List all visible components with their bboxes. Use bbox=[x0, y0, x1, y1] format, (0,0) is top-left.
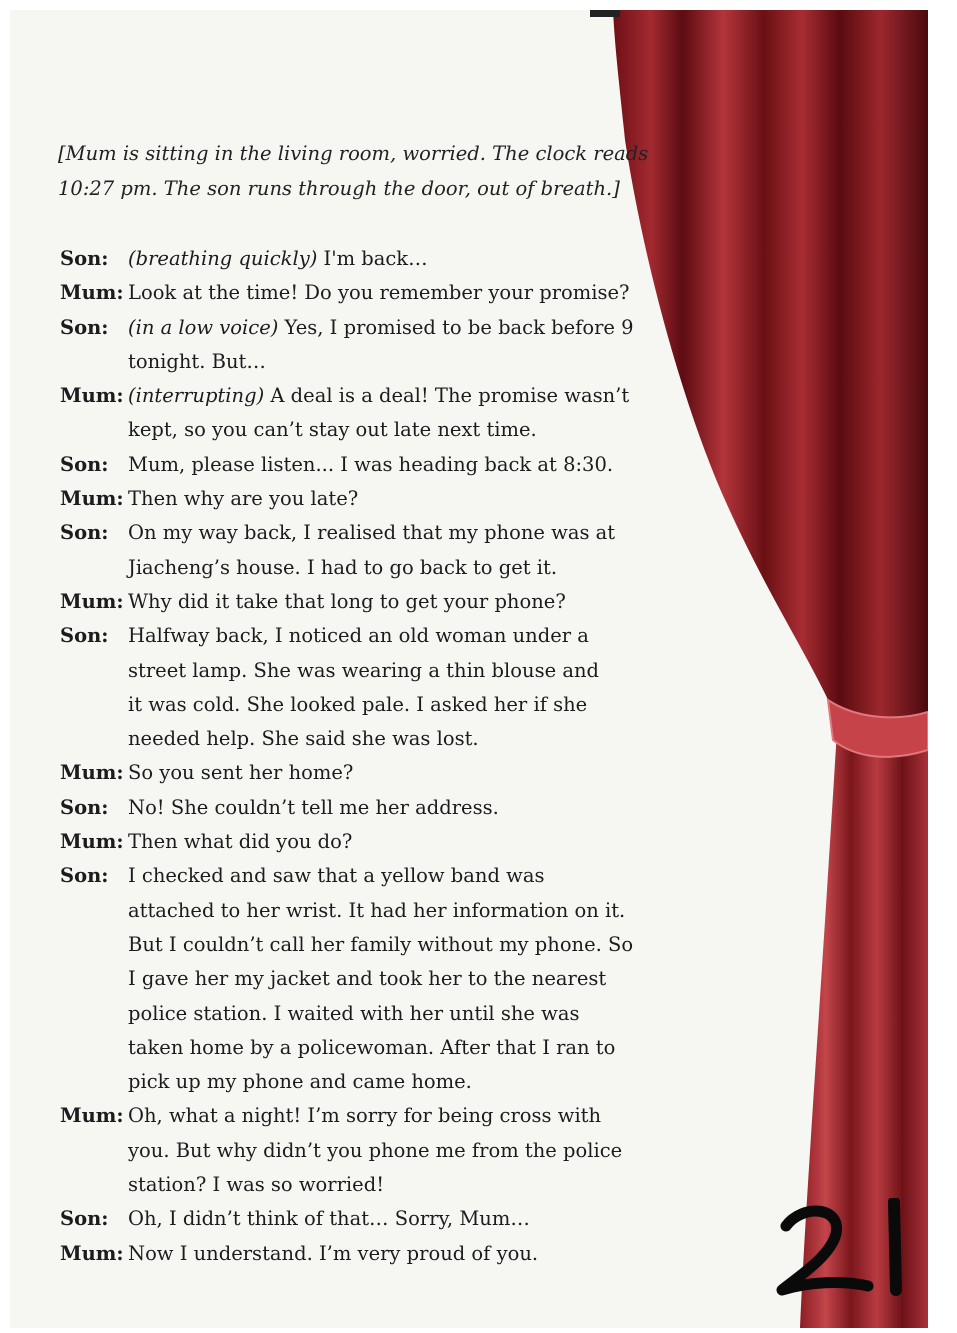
speaker-label: Mum: bbox=[60, 281, 124, 305]
stage-direction-line: 10:27 pm. The son runs through the door, out of breath.] bbox=[58, 177, 620, 200]
stage-note: (breathing quickly) bbox=[128, 247, 318, 270]
dialogue-turn bbox=[60, 791, 640, 825]
speech bbox=[128, 276, 630, 310]
speech-line: Mum, please listen... I was heading back at 8:30. bbox=[128, 452, 614, 476]
dialogue-turn bbox=[60, 516, 640, 585]
speech bbox=[128, 516, 615, 585]
speaker-label: Son: bbox=[60, 1207, 109, 1231]
speech bbox=[128, 619, 599, 756]
speech-line: kept, so you can’t stay out late next time. bbox=[128, 418, 537, 442]
speech-line: Look at the time! Do you remember your promise? bbox=[128, 281, 630, 305]
speech bbox=[128, 311, 634, 380]
speech-line: But I couldn’t call her family without my phone. So bbox=[128, 932, 634, 956]
dialogue-turn bbox=[60, 482, 640, 516]
speech-line: it was cold. She looked pale. I asked her if she bbox=[128, 692, 588, 716]
dialogue-turn bbox=[60, 859, 640, 1099]
speech bbox=[128, 1237, 538, 1271]
speaker-label: Son: bbox=[60, 452, 109, 476]
speech-line: Then what did you do? bbox=[128, 830, 353, 854]
speech-line: police station. I waited with her until she was bbox=[128, 1001, 580, 1025]
speech-line: Jiacheng’s house. I had to go back to get it. bbox=[128, 555, 558, 579]
dialogue-turn bbox=[60, 1237, 640, 1271]
speech bbox=[128, 791, 499, 825]
speech bbox=[128, 379, 629, 448]
stage-direction bbox=[58, 136, 658, 206]
dialogue bbox=[60, 242, 640, 1271]
speech-line: tonight. But… bbox=[128, 349, 266, 373]
stage-note: (in a low voice) bbox=[128, 315, 279, 339]
speech-line: station? I was so worried! bbox=[128, 1173, 385, 1197]
speech bbox=[128, 1099, 622, 1202]
speech-line: taken home by a policewoman. After that I ran to bbox=[128, 1035, 616, 1059]
speaker-label: Son: bbox=[60, 795, 109, 819]
speech-line: Halfway back, I noticed an old woman under a bbox=[128, 624, 589, 648]
speech-line bbox=[128, 311, 634, 345]
speech-line: Now I understand. I’m very proud of you. bbox=[128, 1241, 539, 1265]
speech bbox=[128, 482, 358, 516]
dialogue-turn bbox=[60, 311, 640, 380]
dialogue-turn bbox=[60, 619, 640, 756]
speech-line: On my way back, I realised that my phone was at bbox=[128, 521, 616, 545]
dialogue-turn bbox=[60, 379, 640, 448]
speaker-label: Mum: bbox=[60, 487, 124, 511]
speech-line: pick up my phone and came home. bbox=[128, 1070, 472, 1094]
speaker-label: Son: bbox=[60, 521, 109, 545]
speaker-label: Son: bbox=[60, 315, 109, 339]
speaker-label: Mum: bbox=[60, 830, 124, 854]
dialogue-turn bbox=[60, 242, 640, 276]
speaker-label: Mum: bbox=[60, 761, 124, 785]
speaker-label: Mum: bbox=[60, 589, 124, 613]
speech-line: Oh, I didn’t think of that… Sorry, Mum… bbox=[128, 1207, 530, 1231]
speech-line bbox=[128, 379, 629, 413]
speech bbox=[128, 756, 353, 790]
dialogue-turn bbox=[60, 756, 640, 790]
handwritten-page-number bbox=[772, 1198, 912, 1298]
dialogue-turn bbox=[60, 825, 640, 859]
speech-line: attached to her wrist. It had her information on it. bbox=[128, 898, 626, 922]
dialogue-turn bbox=[60, 1202, 640, 1236]
speech-line bbox=[128, 242, 428, 276]
dialogue-turn bbox=[60, 448, 640, 482]
speech-line: Why did it take that long to get your phone? bbox=[128, 589, 566, 613]
speech bbox=[128, 825, 352, 859]
speech-line: So you sent her home? bbox=[128, 761, 354, 785]
dialogue-turn bbox=[60, 276, 640, 310]
stage-note: (interrupting) bbox=[128, 384, 265, 408]
dialogue-turn bbox=[60, 585, 640, 619]
speech bbox=[128, 859, 633, 1099]
speech bbox=[128, 448, 613, 482]
speech-line: No! She couldn’t tell me her address. bbox=[128, 795, 499, 819]
speaker-label: Mum: bbox=[60, 1241, 124, 1265]
speaker-label: Son: bbox=[60, 247, 109, 270]
speech-text: Yes, I promised to be back before 9 bbox=[278, 315, 634, 339]
speech-text: A deal is a deal! The promise wasn’t bbox=[264, 384, 630, 408]
speech-line: I gave her my jacket and took her to the nearest bbox=[128, 967, 607, 991]
speaker-label: Mum: bbox=[60, 1104, 124, 1128]
speech-line: needed help. She said she was lost. bbox=[128, 727, 479, 751]
speech-line: I checked and saw that a yellow band was bbox=[128, 864, 545, 888]
dialogue-turn bbox=[60, 1099, 640, 1202]
speech-line: Then why are you late? bbox=[128, 487, 359, 511]
speaker-label: Mum: bbox=[60, 384, 124, 408]
speech bbox=[128, 242, 428, 276]
speech-line: you. But why didn’t you phone me from the police bbox=[128, 1138, 623, 1162]
stage-direction-line: [Mum is sitting in the living room, worried. The clock reads bbox=[58, 142, 649, 165]
speech bbox=[128, 585, 566, 619]
book-page bbox=[10, 10, 928, 1328]
speech-text: I'm back… bbox=[317, 247, 428, 270]
speaker-label: Son: bbox=[60, 864, 109, 888]
speech-line: street lamp. She was wearing a thin blouse and bbox=[128, 658, 599, 682]
speech-line: Oh, what a night! I’m sorry for being cross with bbox=[128, 1104, 602, 1128]
speech bbox=[128, 1202, 530, 1236]
speaker-label: Son: bbox=[60, 624, 109, 648]
